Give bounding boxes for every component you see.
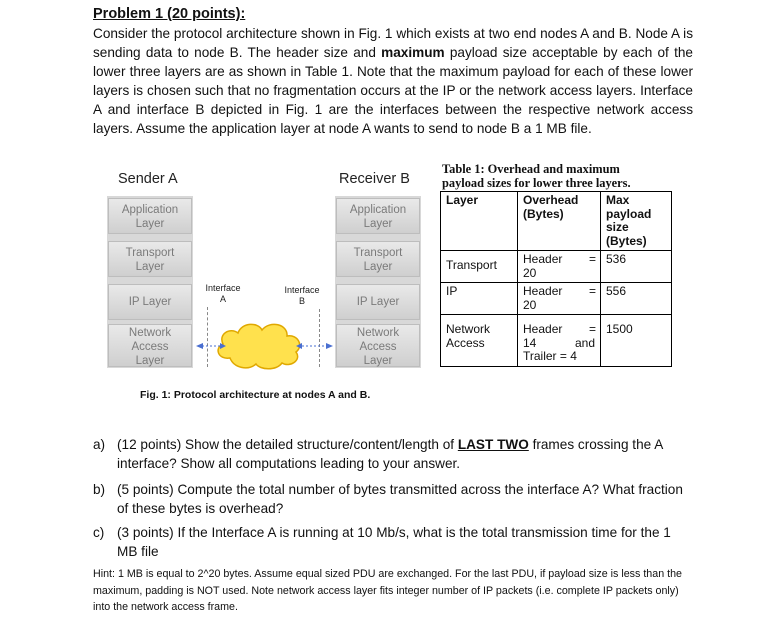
layer-line: Application <box>349 204 407 216</box>
receiver-transport-layer <box>336 241 420 277</box>
cell-line: Header <box>523 252 563 266</box>
cell-layer <box>441 315 518 367</box>
question-text-part: (12 points) Show the detailed structure/content/length of <box>117 437 458 452</box>
receiver-title: Receiver B <box>339 171 410 187</box>
layer-line: Layer <box>135 261 165 273</box>
question-text: (5 points) Compute the total number of bytes transmitted across the interface A? What fraction of these bytes is overhead? <box>117 482 683 516</box>
caption-line: payload sizes for lower three layers. <box>442 176 631 190</box>
table-header-row <box>441 192 672 251</box>
equals-sign: = <box>588 252 596 266</box>
overhead-table <box>440 191 672 367</box>
table-caption <box>442 162 682 190</box>
header-overhead <box>518 192 601 251</box>
cell-max: 536 <box>601 251 672 283</box>
cell-layer <box>441 283 518 315</box>
receiver-application-layer <box>336 198 420 234</box>
equals-sign: = <box>588 322 596 336</box>
receiver-network-access-layer <box>336 324 420 367</box>
layer-line: Access <box>359 341 397 353</box>
cell-overhead <box>518 315 601 367</box>
cell-line: Header <box>523 284 563 298</box>
sender-transport-layer <box>108 241 192 277</box>
interface-b-label <box>279 285 325 307</box>
label-line: Interface <box>205 283 241 293</box>
cell-line: 20 <box>523 265 537 280</box>
intro-text-1: Consider the protocol architecture shown in Fig. 1 which exists at two end nodes A and B. Node A is sending data to node B. The header size and <box>93 26 693 61</box>
cell-max: 556 <box>601 283 672 315</box>
interface-a-label <box>200 283 246 305</box>
label-line: A <box>219 294 226 304</box>
layer-line: Network <box>356 327 400 339</box>
question-emphasis: LAST TWO <box>457 437 529 452</box>
intro-text-2: payload size acceptable by each of the lower three layers are as shown in Table 1. Note that the maximum payload for each of these lower layers is chosen such that no fragmentation occurs at the IP or the network access layers. Interface A and interface B depicted in Fig. 1 are the interfaces between the respective network access layers. Assume the application layer at node A wants to send to node B a 1 MB file. <box>93 45 693 137</box>
cell-word: and <box>574 335 595 350</box>
table-row <box>441 315 672 367</box>
cell-layer <box>441 251 518 283</box>
receiver-ip-layer <box>336 284 420 320</box>
table-row <box>441 283 672 315</box>
layer-line: Layer <box>363 218 393 230</box>
layer-line: Layer <box>135 218 165 230</box>
layer-line: Transport <box>125 247 175 259</box>
layer-line: Layer <box>363 261 393 273</box>
cell-line: (Bytes) <box>606 233 647 248</box>
problem-title: Problem 1 (20 points): <box>93 6 246 22</box>
layer-line: Layer <box>363 355 393 367</box>
cell-overhead <box>518 283 601 315</box>
left-arrow-icon <box>196 343 226 349</box>
question-text: (3 points) If the Interface A is running at 10 Mb/s, what is the total transmission time for the 1 MB file <box>117 525 671 559</box>
header-layer: Layer <box>441 192 518 251</box>
label-line: B <box>298 296 305 306</box>
layer-line: Access <box>131 341 169 353</box>
layer-line: IP Layer <box>128 296 172 308</box>
sender-network-access-layer <box>108 324 192 367</box>
table-row <box>441 251 672 283</box>
label-line: Interface <box>284 285 320 295</box>
cell-line: Header <box>523 322 563 336</box>
question-text-part: frames crossing the A interface? Show all computations leading to your answer. <box>117 437 663 471</box>
cell-line: Overhead <box>523 193 579 207</box>
cell-line: 20 <box>523 297 537 312</box>
cell-line: (Bytes) <box>523 206 564 221</box>
cell-max: 1500 <box>601 315 672 367</box>
problem-intro <box>93 24 693 139</box>
cell-overhead <box>518 251 601 283</box>
header-max <box>601 192 672 251</box>
sender-ip-layer <box>108 284 192 320</box>
question-c <box>93 524 693 562</box>
cell-word: 14 <box>523 335 537 350</box>
network-cloud-diagram <box>190 310 335 374</box>
cell-line: Access <box>446 335 485 350</box>
cell-line: Max <box>606 193 630 207</box>
question-label: a) <box>93 437 106 452</box>
cell-line: payload <box>606 206 652 221</box>
hint-text: Hint: 1 MB is equal to 2^20 bytes. Assume equal sized PDU are exchanged. For the last PDU, if payload size is less than the maximum, padding is NOT used. Note network access layer fits integer number of IP packets (i.e. complete IP packets only) into the network access frame. <box>93 568 682 614</box>
cell-line <box>523 337 595 351</box>
right-arrow-icon <box>296 343 333 349</box>
sender-application-layer <box>108 198 192 234</box>
layer-line: Network <box>128 327 172 339</box>
equals-sign: = <box>588 284 596 298</box>
cell-line: Transport <box>446 258 497 272</box>
question-text <box>117 436 693 474</box>
question-label: b) <box>93 482 106 497</box>
cell-line: size <box>606 220 629 234</box>
layer-line: IP Layer <box>356 296 400 308</box>
cloud-icon <box>218 324 300 368</box>
sender-title: Sender A <box>118 171 178 187</box>
layer-line: Layer <box>135 355 165 367</box>
layer-line: Transport <box>353 247 403 259</box>
question-label: c) <box>93 525 105 540</box>
question-b <box>93 481 693 519</box>
layer-line: Application <box>121 204 179 216</box>
cell-line: IP <box>446 284 458 298</box>
caption-line: Table 1: Overhead and maximum <box>442 162 620 176</box>
intro-bold: maximum <box>381 45 445 61</box>
cell-line: Network <box>446 322 491 336</box>
cell-line: Trailer = 4 <box>523 349 577 363</box>
question-a <box>93 436 693 474</box>
figure-caption: Fig. 1: Protocol architecture at nodes A and B. <box>140 389 371 401</box>
